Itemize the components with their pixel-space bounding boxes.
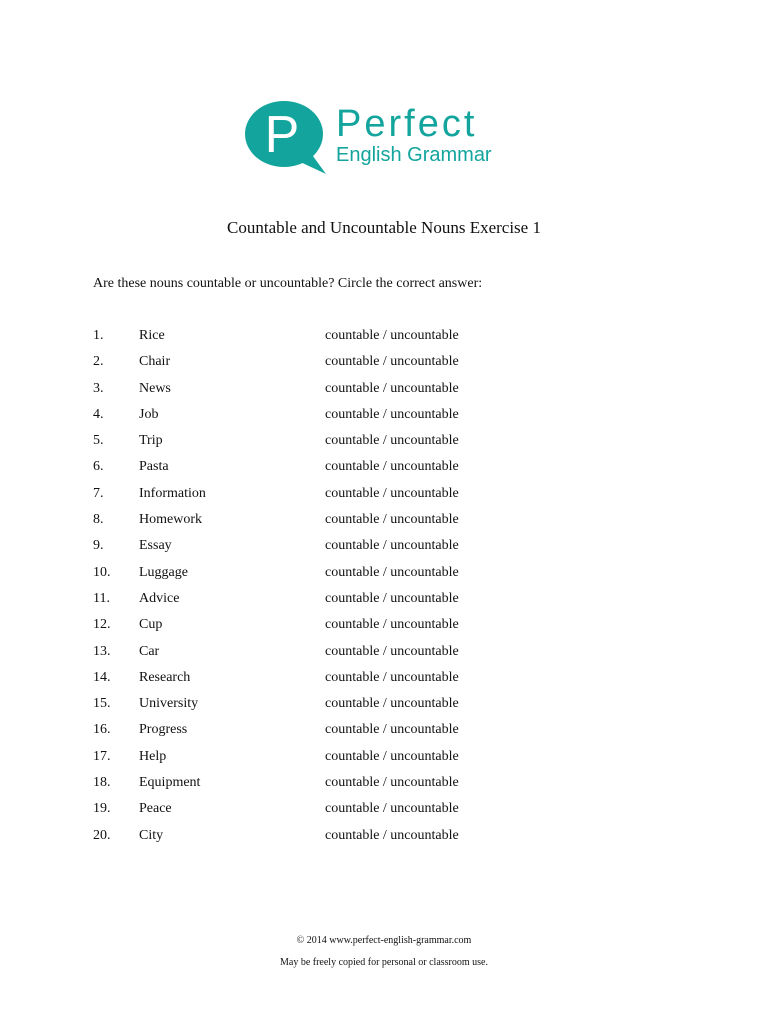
item-choice: countable / uncountable	[325, 643, 459, 659]
item-number: 3.	[93, 380, 104, 396]
item-number: 15.	[93, 696, 111, 712]
instructions: Are these nouns countable or uncountable? Circle the correct answer:	[93, 276, 483, 291]
item-choice: countable / uncountable	[325, 590, 459, 606]
item-noun: Pasta	[139, 459, 169, 475]
logo-letter: P	[264, 106, 300, 164]
item-choice: countable / uncountable	[325, 328, 459, 343]
item-noun: Luggage	[139, 564, 188, 580]
item-number: 17.	[93, 748, 111, 764]
list-item	[0, 510, 768, 536]
list-item	[0, 668, 768, 694]
list-item	[0, 484, 768, 510]
page-title: Countable and Uncountable Nouns Exercise 1	[227, 218, 541, 237]
list-item	[0, 326, 768, 352]
item-number: 2.	[93, 354, 104, 370]
item-choice: countable / uncountable	[325, 775, 459, 791]
list-item	[0, 773, 768, 799]
item-number: 4.	[93, 406, 104, 422]
item-noun: Trip	[139, 433, 163, 449]
list-item	[0, 405, 768, 431]
item-noun: Information	[139, 485, 206, 501]
item-choice: countable / uncountable	[325, 380, 459, 396]
list-item	[0, 589, 768, 615]
item-number: 16.	[93, 722, 111, 738]
list-item	[0, 799, 768, 825]
list-item	[0, 642, 768, 668]
brand-logo	[244, 100, 534, 176]
item-number: 20.	[93, 827, 111, 843]
item-noun: Research	[139, 669, 191, 685]
item-noun: Chair	[139, 354, 171, 370]
item-noun: Help	[139, 748, 167, 764]
item-noun: Equipment	[139, 775, 201, 791]
item-choice: countable / uncountable	[325, 722, 459, 738]
item-number: 13.	[93, 643, 111, 659]
item-choice: countable / uncountable	[325, 538, 459, 554]
item-number: 14.	[93, 669, 111, 685]
item-number: 9.	[93, 538, 104, 554]
item-number: 12.	[93, 617, 111, 633]
item-choice: countable / uncountable	[325, 459, 459, 475]
item-number: 18.	[93, 775, 111, 791]
list-item	[0, 379, 768, 405]
list-item	[0, 747, 768, 773]
item-number: 5.	[93, 433, 104, 449]
list-item	[0, 615, 768, 641]
item-choice: countable / uncountable	[325, 406, 459, 422]
list-item	[0, 431, 768, 457]
item-noun: City	[139, 827, 164, 843]
item-number: 10.	[93, 564, 111, 580]
item-number: 7.	[93, 485, 104, 501]
item-choice: countable / uncountable	[325, 827, 459, 843]
copyright-notice: © 2014 www.perfect-english-grammar.com	[296, 935, 472, 946]
item-choice: countable / uncountable	[325, 354, 459, 370]
list-item	[0, 536, 768, 562]
list-item	[0, 352, 768, 378]
item-noun: Peace	[139, 801, 172, 817]
item-choice: countable / uncountable	[325, 696, 459, 712]
item-noun: Essay	[139, 538, 172, 554]
item-number: 1.	[93, 328, 104, 343]
list-item	[0, 563, 768, 589]
item-choice: countable / uncountable	[325, 512, 459, 528]
list-item	[0, 694, 768, 720]
item-noun: Homework	[139, 512, 202, 528]
item-noun: Rice	[139, 328, 165, 343]
item-choice: countable / uncountable	[325, 748, 459, 764]
item-number: 11.	[93, 590, 110, 606]
list-item	[0, 457, 768, 483]
logo-subtitle: English Grammar	[336, 144, 492, 166]
item-choice: countable / uncountable	[325, 801, 459, 817]
item-number: 8.	[93, 512, 104, 528]
item-number: 6.	[93, 459, 104, 475]
item-noun: Car	[139, 643, 160, 659]
item-choice: countable / uncountable	[325, 617, 459, 633]
exercise-list	[0, 326, 768, 852]
item-choice: countable / uncountable	[325, 485, 459, 501]
item-noun: Job	[139, 406, 159, 422]
item-noun: Progress	[139, 722, 188, 738]
item-noun: Cup	[139, 617, 163, 633]
item-noun: Advice	[139, 590, 180, 606]
item-noun: News	[139, 380, 171, 396]
item-choice: countable / uncountable	[325, 669, 459, 685]
list-item	[0, 720, 768, 746]
speech-bubble-logo-icon	[244, 100, 328, 176]
item-number: 19.	[93, 801, 111, 817]
item-noun: University	[139, 696, 199, 712]
usage-notice: May be freely copied for personal or classroom use.	[280, 957, 488, 968]
logo-wordmark: Perfect	[336, 103, 478, 145]
item-choice: countable / uncountable	[325, 564, 459, 580]
list-item	[0, 826, 768, 852]
item-choice: countable / uncountable	[325, 433, 459, 449]
